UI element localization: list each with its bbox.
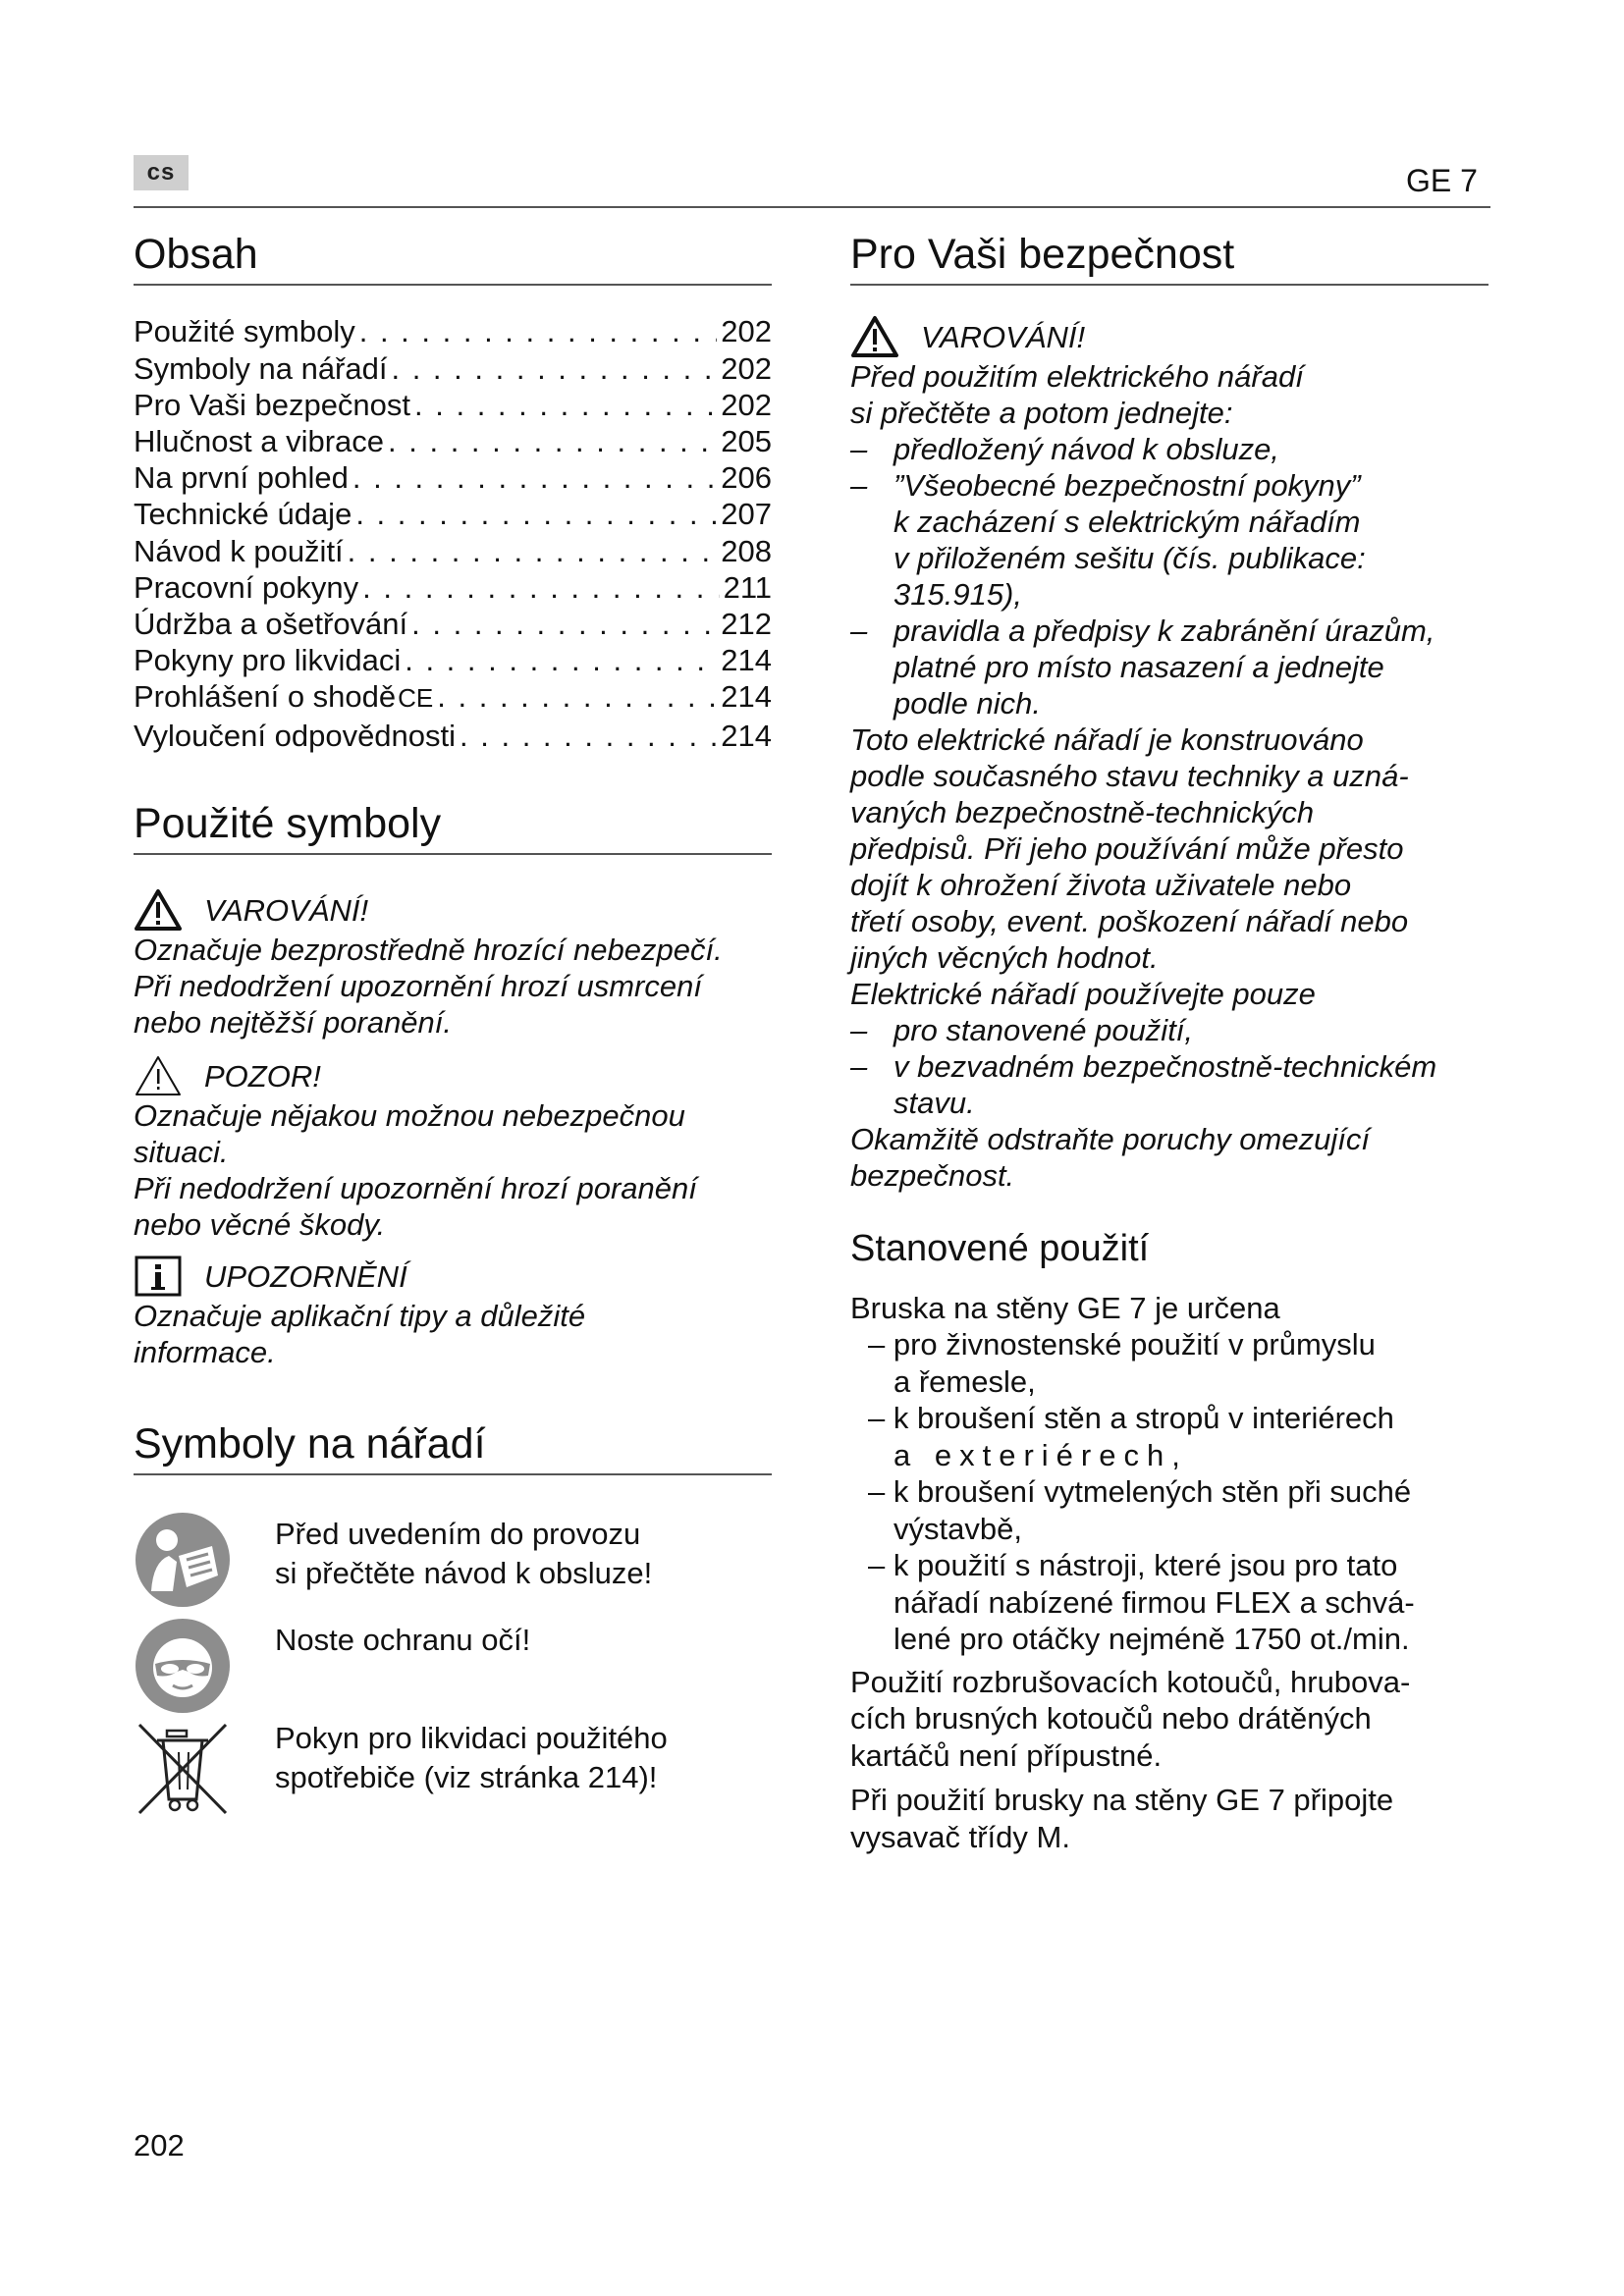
caution-symbol-block bbox=[134, 1054, 772, 1243]
tool-symbol-item bbox=[134, 1511, 772, 1609]
eye-protection-icon bbox=[134, 1617, 232, 1715]
warning-symbol-block bbox=[134, 888, 772, 1041]
list-item: – pravidla a předpisy k zabránění úrazům, platné pro místo nasazení a jednejte podle nich. bbox=[850, 613, 1489, 721]
note-text-line: informace. bbox=[134, 1335, 276, 1370]
page-number: 202 bbox=[134, 2128, 185, 2163]
safety-intro-line: Před použitím elektrického nářadí bbox=[850, 359, 1304, 395]
intended-use-list bbox=[850, 1326, 1489, 1658]
toc-item[interactable]: Pracovní pokyny . . . 211 bbox=[134, 569, 772, 606]
safety-paragraph: Okamžitě odstraňte poruchy omezující bezpečnost. bbox=[850, 1122, 1370, 1194]
caution-keyword: POZOR! bbox=[204, 1058, 321, 1094]
symbols-section-title: Použité symboly bbox=[134, 801, 772, 855]
info-icon bbox=[134, 1255, 183, 1298]
toc-item[interactable]: Vyloučení odpovědnosti . . . 214 bbox=[134, 718, 772, 754]
toc-item[interactable]: Údržba a ošetřování . . . 212 bbox=[134, 606, 772, 642]
list-item: – k použití s nástroji, které jsou pro tato nářadí nabízené firmou FLEX a schvá- lené pro otáčky nejméně 1750 ot./min. bbox=[868, 1548, 1415, 1657]
warning-triangle-icon bbox=[134, 888, 183, 932]
note-symbol-block bbox=[134, 1255, 772, 1370]
safety-paragraph: Elektrické nářadí používejte pouze bbox=[850, 977, 1316, 1012]
toc-item[interactable]: Na první pohled . . . 206 bbox=[134, 459, 772, 496]
right-column bbox=[850, 232, 1489, 1855]
intended-use-title: Stanovené použití bbox=[850, 1228, 1150, 1270]
warning-text-line: Označuje bezprostředně hrozící nebezpečí. bbox=[134, 933, 723, 968]
safety-warning-keyword: VAROVÁNÍ! bbox=[921, 319, 1086, 354]
tool-symbol-text: spotřebiče (viz stránka 214)! bbox=[275, 1760, 658, 1795]
warning-text-line: Při nedodržení upozornění hrozí usmrcení bbox=[134, 969, 702, 1004]
list-item: – k broušení stěn a stropů v interiérech a exteriérech, bbox=[868, 1401, 1394, 1472]
toc-item[interactable]: Technické údaje . . . 207 bbox=[134, 496, 772, 532]
note-text-line: Označuje aplikační tipy a důležité bbox=[134, 1299, 586, 1334]
caution-text-line: Označuje nějakou možnou nebezpečnou bbox=[134, 1098, 685, 1134]
intended-use-body bbox=[850, 1290, 1489, 1856]
toc-title: Obsah bbox=[134, 232, 772, 286]
tool-symbol-text: Před uvedením do provozu bbox=[275, 1517, 641, 1552]
intended-use-paragraph: Při použití brusky na stěny GE 7 připojte vysavač třídy M. bbox=[850, 1783, 1394, 1854]
tool-symbol-text: Noste ochranu očí! bbox=[275, 1623, 531, 1658]
safety-paragraph: Toto elektrické nářadí je konstruováno podle současného stavu techniky a uzná- vaných bezpečnostně-technických předpisů. Při jeho používání může přesto dojít k ohrožení života uživatele nebo třetí osoby, event. poškození nářadí nebo jiných věcných hodnot. bbox=[850, 722, 1409, 976]
toc-item[interactable]: Pokyny pro likvidaci . . . 214 bbox=[134, 642, 772, 678]
note-keyword: UPOZORNĚNÍ bbox=[204, 1258, 407, 1294]
crossed-bin-icon bbox=[134, 1719, 232, 1817]
caution-text-line: situaci. bbox=[134, 1135, 229, 1170]
tool-symbols-list bbox=[134, 1511, 772, 1817]
toc-item[interactable]: Prohlášení o shodě CE . . . 214 bbox=[134, 678, 772, 717]
safety-read-list bbox=[850, 431, 1489, 721]
toc-item[interactable]: Pro Vaši bezpečnost . . . 202 bbox=[134, 387, 772, 423]
caution-triangle-icon bbox=[134, 1054, 183, 1097]
warning-keyword: VAROVÁNÍ! bbox=[204, 892, 369, 928]
caution-text-line: Při nedodržení upozornění hrozí poranění bbox=[134, 1171, 697, 1206]
list-item: – v bezvadném bezpečnostně-technickém stavu. bbox=[850, 1048, 1489, 1121]
toc-item[interactable]: Použité symboly . . . 202 bbox=[134, 313, 772, 349]
header-divider bbox=[134, 206, 1490, 208]
warning-text-line: nebo nejtěžší poranění. bbox=[134, 1005, 453, 1041]
tool-symbols-section-title: Symboly na nářadí bbox=[134, 1421, 772, 1475]
tool-symbol-item bbox=[134, 1719, 772, 1817]
safety-intro-line: si přečtěte a potom jednejte: bbox=[850, 396, 1233, 431]
toc-item[interactable]: Symboly na nářadí . . . 202 bbox=[134, 350, 772, 387]
tool-symbol-item bbox=[134, 1617, 772, 1715]
list-item: – k broušení vytmelených stěn při suché výstavbě, bbox=[868, 1474, 1412, 1546]
tool-symbol-text: Pokyn pro likvidaci použitého bbox=[275, 1721, 668, 1756]
list-item: – pro stanovené použití, bbox=[850, 1012, 1489, 1048]
safety-warning-block bbox=[850, 315, 1489, 1194]
table-of-contents bbox=[134, 313, 772, 753]
left-column bbox=[134, 232, 772, 1817]
ce-mark-icon: CE bbox=[398, 683, 434, 714]
intended-use-intro: Bruska na stěny GE 7 je určena bbox=[850, 1290, 1280, 1325]
warning-triangle-icon bbox=[850, 315, 899, 358]
language-badge: cs bbox=[134, 155, 189, 190]
safety-section-title: Pro Vaši bezpečnost bbox=[850, 232, 1489, 286]
list-item: – ”Všeobecné bezpečnostní pokyny” k zacházení s elektrickým nářadím v přiloženém sešitu (čís. publikace: 315.915), bbox=[850, 467, 1489, 613]
toc-item[interactable]: Návod k použití . . . 208 bbox=[134, 533, 772, 569]
safety-use-list bbox=[850, 1012, 1489, 1121]
list-item: – pro živnostenské použití v průmyslu a řemesle, bbox=[868, 1327, 1376, 1399]
toc-item[interactable]: Hlučnost a vibrace . . . 205 bbox=[134, 423, 772, 459]
read-manual-icon bbox=[134, 1511, 232, 1609]
tool-symbol-text: si přečtěte návod k obsluze! bbox=[275, 1556, 653, 1591]
model-label: GE 7 bbox=[1406, 163, 1478, 198]
caution-text-line: nebo věcné škody. bbox=[134, 1207, 386, 1243]
list-item: – předložený návod k obsluze, bbox=[850, 431, 1489, 467]
intended-use-paragraph: Použití rozbrušovacích kotoučů, hrubova- cích brusných kotoučů nebo drátěných kartáčů není přípustné. bbox=[850, 1664, 1411, 1773]
